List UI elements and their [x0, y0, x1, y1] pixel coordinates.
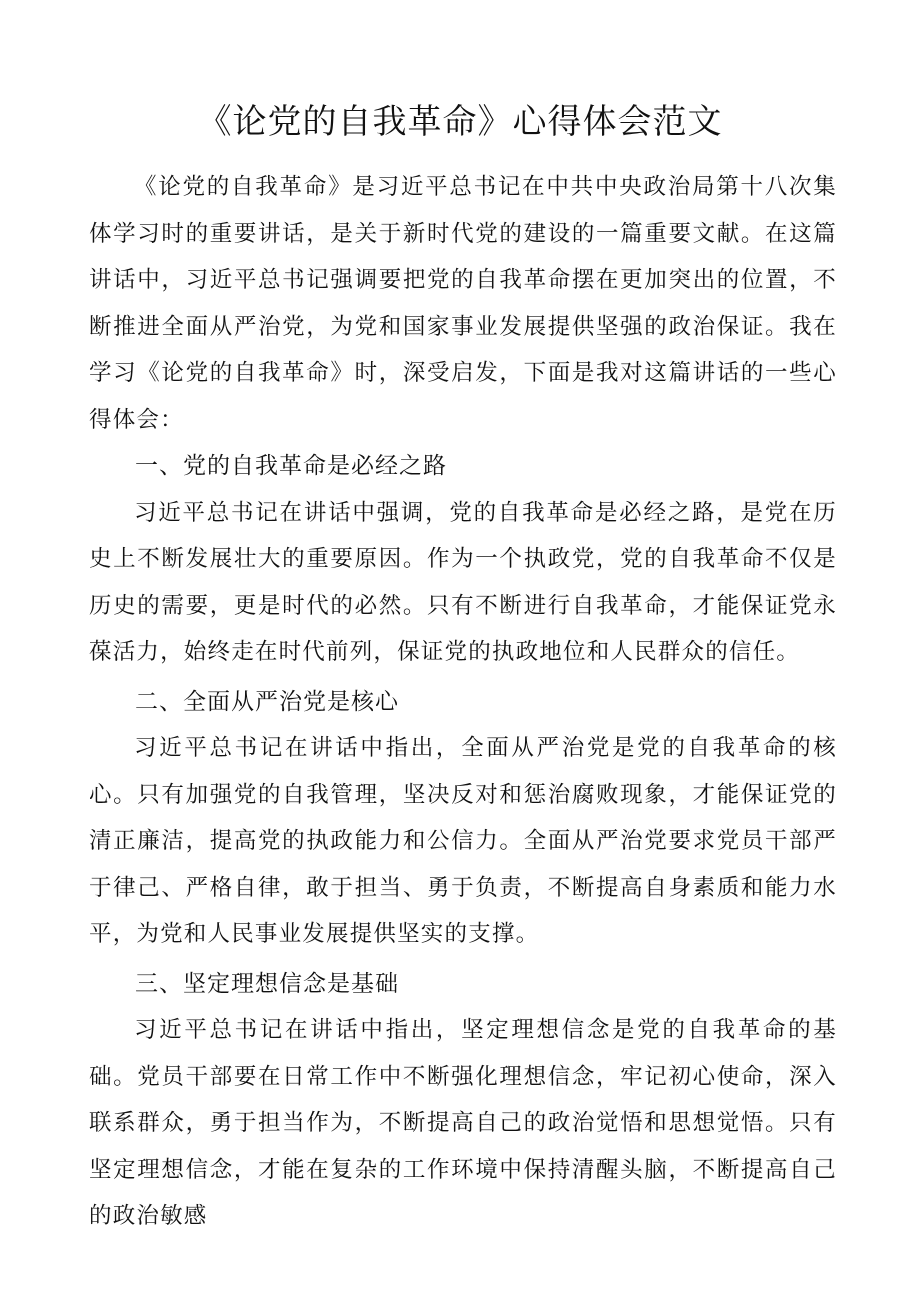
section-heading-1: 一、党的自我革命是必经之路 — [135, 453, 447, 479]
section-paragraph-1: 习近平总书记在讲话中强调，党的自我革命是必经之路，是党在历史上不断发展壮大的重要原因。作为一个执政党，党的自我革命不仅是历史的需要，更是时代的必然。只有不断进行自我革命，才能保证党永葆活力，始终走在时代前列，保证党的执政地位和人民群众的信任。 — [89, 499, 837, 665]
section-heading-2: 二、全面从严治党是核心 — [135, 688, 399, 715]
document-title: 《论党的自我革命》心得体会范文 — [197, 102, 723, 142]
intro-paragraph: 《论党的自我革命》是习近平总书记在中共中央政治局第十八次集体学习时的重要讲话，是关于新时代党的建设的一篇重要文献。在这篇讲话中，习近平总书记强调要把党的自我革命摆在更加突出的位置，不断推进全面从严治党，为党和国家事业发展提供坚强的政治保证。我在学习《论党的自我革命》时，深受启发，下面是我对这篇讲话的一些心得体会： — [89, 174, 837, 433]
section-paragraph-2: 习近平总书记在讲话中指出，全面从严治党是党的自我革命的核心。只有加强党的自我管理，坚决反对和惩治腐败现象，才能保证党的清正廉洁，提高党的执政能力和公信力。全面从严治党要求党员干部严于律己、严格自律，敢于担当、勇于负责，不断提高自身素质和能力水平，为党和人民事业发展提供坚实的支撑。 — [89, 735, 837, 947]
section-paragraph-3: 习近平总书记在讲话中指出，坚定理想信念是党的自我革命的基础。党员干部要在日常工作中不断强化理想信念，牢记初心使命，深入联系群众，勇于担当作为，不断提高自己的政治觉悟和思想觉悟。只有坚定理想信念，才能在复杂的工作环境中保持清醒头脑，不断提高自己的政治敏感 — [89, 1017, 837, 1229]
document-body — [89, 164, 837, 1240]
section-heading-3: 三、坚定理想信念是基础 — [135, 970, 399, 997]
